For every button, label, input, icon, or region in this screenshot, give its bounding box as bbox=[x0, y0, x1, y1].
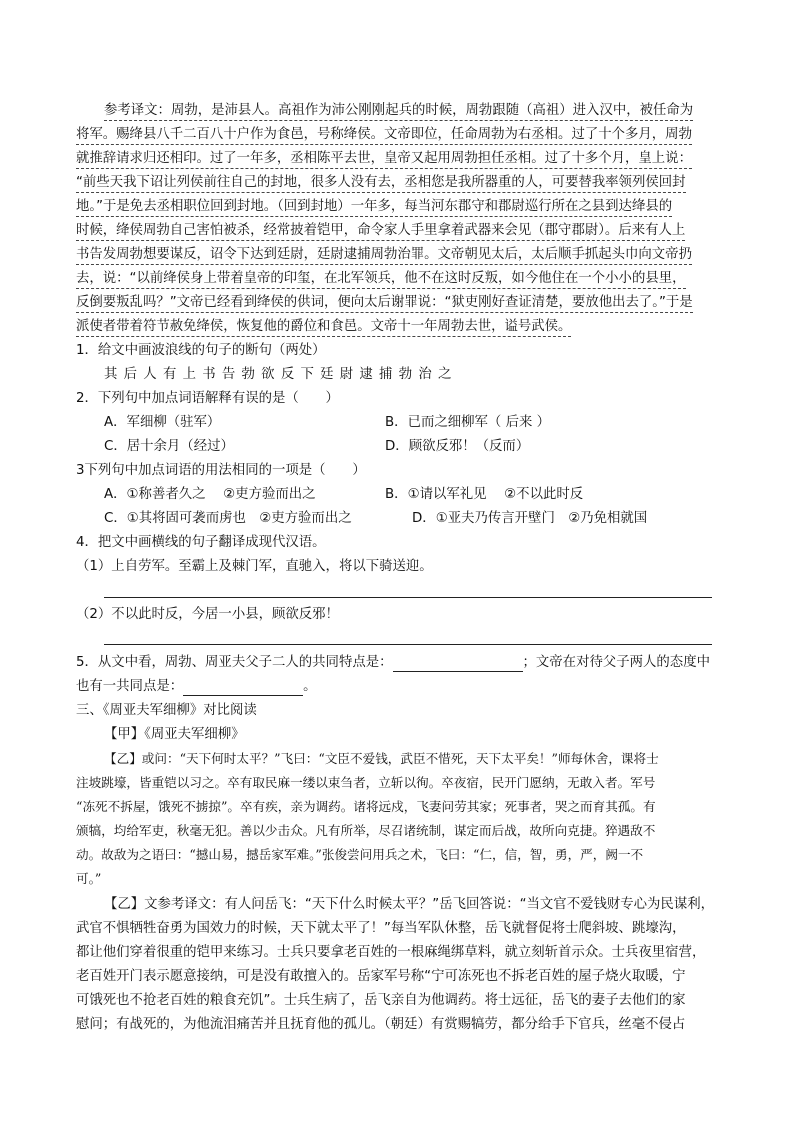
translation-line: “前些天我下诏让列侯前往自己的封地，很多人没有去，丞相您是我所器重的人，可要替我率领列侯回封 bbox=[76, 174, 686, 193]
answer-line-1[interactable] bbox=[104, 596, 712, 598]
question-3-option-a[interactable]: A．①称善者久之 ②吏方验而出之 bbox=[104, 487, 316, 502]
translation-line: 反倒要叛乱吗？”文帝已经看到绛侯的供词，便向太后谢罪说：“狱吏刚好查证清楚，要放他出去了。”于是 bbox=[76, 294, 693, 313]
translation-line: 书告发周勃想要谋反，诏令下达到廷尉，廷尉逮捕周勃治罪。文帝朝见太后，太后顺手抓起头巾向文帝扔 bbox=[76, 246, 692, 265]
question-4-sentence-1: （1）上自劳军。至霸上及棘门军，直驰入，将以下骑送迎。 bbox=[76, 559, 433, 574]
question-5-line-1 bbox=[76, 654, 710, 672]
yi-translation-line: 【乙】文参考译文：有人问岳飞：“天下什么时候太平？”岳飞回答说：“当文官不爱钱财专心为民谋利， bbox=[104, 897, 714, 912]
section-3-heading: 三、《周亚夫军细柳》对比阅读 bbox=[76, 703, 257, 718]
yi-translation-line: 都让他们穿着很重的铠甲来练习。士兵只要拿老百姓的一根麻绳绑草料，就立刻斩首示众。士兵夜里宿营， bbox=[76, 945, 706, 960]
question-5-text-3: 也有一共同点是： bbox=[76, 679, 184, 694]
answer-blank-2[interactable] bbox=[183, 681, 303, 696]
classical-line: 动。故敌为之语曰：“撼山易，撼岳家军难。”张俊尝问用兵之术，飞曰：“仁，信，智，勇，严，阙一不 bbox=[76, 847, 644, 862]
question-3-option-d[interactable]: D．①亚夫乃传言开壁门 ②乃免相就国 bbox=[412, 511, 648, 526]
question-3-prompt: 3下列句中加点词语的用法相同的一项是（ ） bbox=[76, 463, 366, 478]
jia-title: 【甲】《周亚夫军细柳》 bbox=[104, 727, 245, 742]
question-2-prompt: 2．下列句中加点词语解释有误的是（ ） bbox=[76, 391, 339, 406]
classical-line: 颁犒，均给军吏，秋毫无犯。善以少击众。凡有所举，尽召诸统制，谋定而后战，故所向克捷。猝遇敌不 bbox=[76, 823, 656, 838]
yi-translation-line: 老百姓开门表示愿意接纳，可是没有敢擅入的。岳家军号称“宁可冻死也不拆老百姓的屋子烧火取暖，宁 bbox=[76, 969, 686, 984]
classical-line: 可。” bbox=[76, 871, 102, 886]
question-1-sentence: 其 后 人 有 上 书 告 勃 欲 反 下 廷 尉 逮 捕 勃 治 之 bbox=[104, 367, 453, 382]
question-2-option-a[interactable]: A．军细柳（驻军） bbox=[104, 415, 221, 430]
translation-line: 地。”于是免去丞相职位回到封地。（回到封地）一年多，每当河东郡守和郡尉巡行所在之县到达绛县的 bbox=[76, 198, 672, 217]
translation-line: 就推辞请求归还相印。过了一年多，丞相陈平去世，皇帝又起用周勃担任丞相。过了十多个月，皇上说： bbox=[76, 150, 692, 169]
question-4-sentence-2: （2）不以此时反，今居一小县，顾欲反邪！ bbox=[76, 607, 339, 622]
question-4-prompt: 4．把文中画横线的句子翻译成现代汉语。 bbox=[76, 535, 326, 550]
classical-line: 注坡跳壕，皆重铠以习之。卒有取民麻一缕以束刍者，立斩以徇。卒夜宿，民开门愿纳，无敢入者。军号 bbox=[76, 775, 656, 790]
question-3-option-c[interactable]: C．①其将固可袭而虏也 ②吏方验而出之 bbox=[104, 511, 352, 526]
yi-translation-line: 武官不惧牺牲奋勇为国效力的时候，天下就太平了！”每当军队休整，岳飞就督促将士爬斜坡、跳壕沟， bbox=[76, 921, 686, 936]
question-2-option-c[interactable]: C．居十余月（经过） bbox=[104, 439, 234, 454]
classical-line bbox=[76, 798, 656, 816]
classical-line-text: “冻死不拆屋，饿死不掳掠”。卒有疾，亲为调药。诸将远戍，飞妻问劳其家；死事者，哭之而育其孤。有 bbox=[76, 799, 656, 814]
translation-line: 将军。赐绛县八千二百八十户作为食邑，号称绛侯。文帝即位，任命周勃为右丞相。过了十个多月，周勃 bbox=[76, 126, 692, 145]
translation-line: 时候，绛侯周勃自己害怕被杀，经常披着铠甲，命令家人手里拿着武器来会见（郡守郡尉）。后来有人上 bbox=[76, 222, 685, 241]
translation-line: 参考译文：周勃，是沛县人。高祖作为沛公刚刚起兵的时候，周勃跟随（高祖）进入汉中，被任命为 bbox=[104, 102, 693, 121]
translation-line: 去，说：“以前绛侯身上带着皇帝的印玺，在北军领兵，他不在这时反叛，如今他住在一个小小的县里， bbox=[76, 270, 686, 289]
question-2-option-d[interactable]: D．顾欲反邪！（反而） bbox=[385, 439, 530, 454]
translation-line: 派使者带着符节赦免绛侯，恢复他的爵位和食邑。文帝十一年周勃去世，谥号武侯。 bbox=[76, 318, 571, 337]
question-5-text-2: ；文帝在对待父子两人的态度中 bbox=[522, 655, 710, 670]
yi-translation-line: 慰问；有战死的，为他流泪痛苦并且抚育他的孤儿。（朝廷）有赏赐犒劳，都分给手下官兵，丝毫不侵占 bbox=[76, 1017, 686, 1032]
question-5-text-4: 。 bbox=[303, 679, 317, 694]
answer-blank-1[interactable] bbox=[393, 657, 523, 672]
classical-line: 【乙】或问：“天下何时太平？”飞曰：“文臣不爱钱，武臣不惜死，天下太平矣！”师每休舍，课将士 bbox=[104, 751, 659, 766]
answer-line-2[interactable] bbox=[104, 643, 712, 645]
question-2-option-b[interactable]: B．已而之细柳军（ 后来 ） bbox=[385, 415, 550, 430]
yi-translation-line: 可饿死也不抢老百姓的粮食充饥”。士兵生病了，岳飞亲自为他调药。将士远征，岳飞的妻子去他们的家 bbox=[76, 993, 686, 1008]
question-3-option-b[interactable]: B．①请以军礼见 ②不以此时反 bbox=[385, 487, 584, 502]
question-5-line-2 bbox=[76, 678, 317, 696]
question-5-text-1: 5．从文中看，周勃、周亚夫父子二人的共同特点是： bbox=[76, 655, 393, 670]
question-1-prompt: 1．给文中画波浪线的句子的断句（两处） bbox=[76, 343, 326, 358]
